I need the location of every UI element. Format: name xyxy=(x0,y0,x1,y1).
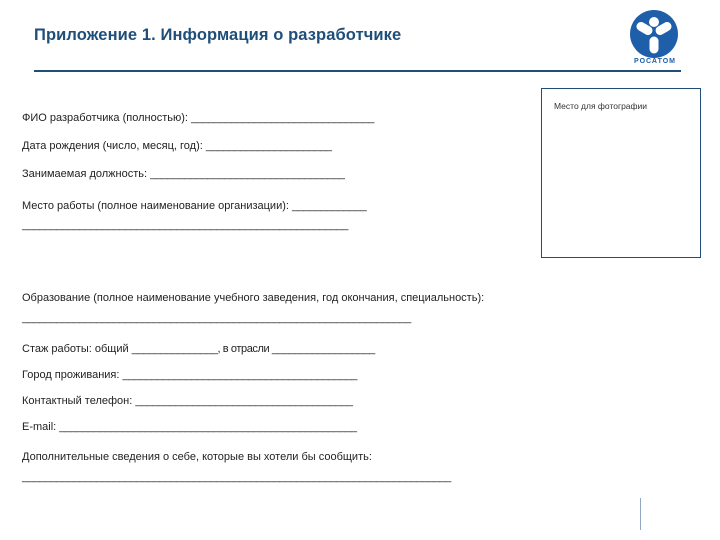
field-experience-label: Стаж работы: общий xyxy=(22,342,132,355)
field-phone-label: Контактный телефон: xyxy=(22,394,136,407)
header-divider xyxy=(34,70,681,72)
field-education xyxy=(22,288,622,329)
field-birth-date-line[interactable]: ______________________ xyxy=(205,140,332,152)
field-education-line[interactable]: ____________________________________________________________________ xyxy=(22,312,411,325)
field-full-name-label: ФИО разработчика (полностью): xyxy=(22,112,191,124)
field-workplace-line[interactable]: _____________ xyxy=(292,200,367,212)
field-full-name xyxy=(22,113,532,124)
field-phone-line[interactable]: ______________________________________ xyxy=(135,394,353,407)
field-position-line[interactable]: __________________________________ xyxy=(150,168,345,180)
field-experience-line[interactable]: _______________, в отрасли __________________ xyxy=(131,342,375,355)
field-birth-date xyxy=(22,141,532,152)
form-section-personal xyxy=(22,113,532,253)
field-city-line[interactable]: _________________________________________ xyxy=(122,368,357,381)
field-position xyxy=(22,169,532,180)
logo-petal xyxy=(654,20,673,36)
logo-badge xyxy=(630,10,678,58)
form-section-details xyxy=(22,288,622,501)
field-city-label: Город проживания: xyxy=(22,368,123,381)
field-email xyxy=(22,421,622,433)
field-birth-date-label: Дата рождения (число, месяц, год): xyxy=(22,140,206,152)
field-full-name-line[interactable]: ________________________________ xyxy=(191,112,374,124)
footer-tick-mark xyxy=(640,498,641,530)
logo-petal xyxy=(650,37,659,54)
field-workplace-label: Место работы (полное наименование организации): xyxy=(22,200,292,212)
logo-petal xyxy=(635,20,654,36)
rosatom-logo-icon xyxy=(612,10,698,72)
field-additional-info xyxy=(22,447,622,488)
field-city xyxy=(22,369,622,381)
photo-placeholder-label: Место для фотографии xyxy=(554,101,648,111)
field-additional-info-label: Дополнительные сведения о себе, которые вы хотели бы сообщить: xyxy=(22,450,372,463)
field-workplace-line-2[interactable]: _________________________________________________________ xyxy=(22,219,348,232)
field-phone xyxy=(22,395,622,407)
field-workplace xyxy=(22,197,532,236)
field-education-label: Образование (полное наименование учебного заведения, год окончания, специальность): xyxy=(22,292,485,304)
logo-wordmark: РОСАТОМ xyxy=(634,58,676,65)
field-additional-info-line[interactable]: ___________________________________________________________________________ xyxy=(22,471,451,484)
field-email-label: E-mail: xyxy=(22,420,60,433)
photo-placeholder-box xyxy=(541,88,701,258)
field-position-label: Занимаемая должность: xyxy=(22,168,151,180)
field-experience xyxy=(22,343,622,355)
page-title: Приложение 1. Информация о разработчике xyxy=(34,26,402,44)
field-email-line[interactable]: ____________________________________________________ xyxy=(59,420,357,433)
